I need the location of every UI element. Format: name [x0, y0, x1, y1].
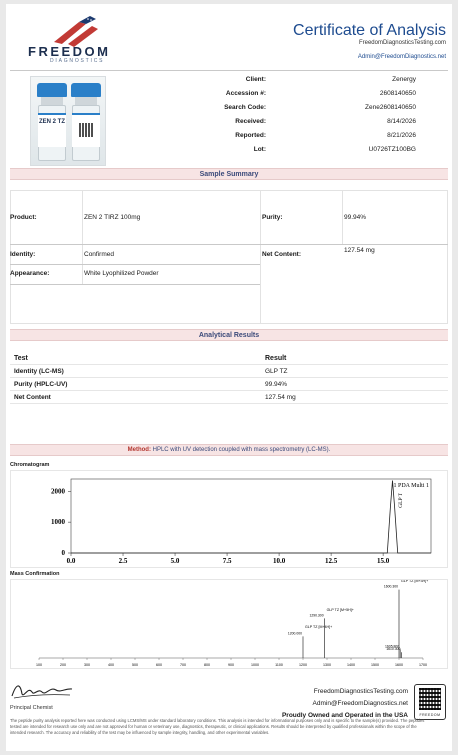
info-row-accession: Accession #: 2608140650 [225, 90, 416, 97]
product-label: Product: [10, 214, 37, 221]
x-tick-label: 12.5 [324, 557, 338, 565]
peak-annotation: GLP TZ [M+5H]+ [326, 607, 354, 612]
sample-summary-header: Sample Summary [10, 168, 448, 180]
x-tick-label: 200 [60, 663, 66, 667]
appearance-label: Appearance: [10, 270, 50, 277]
x-tick-label: 800 [204, 663, 210, 667]
appearance-value: White Lyophilized Powder [84, 270, 159, 277]
header-website[interactable]: FreedomDiagnosticsTesting.com [358, 40, 446, 46]
x-tick-label: 100 [36, 663, 42, 667]
sample-summary-box [10, 190, 448, 324]
table-row: Net Content 127.54 mg [10, 391, 448, 404]
table-row: Purity (HPLC-UV) 99.94% [10, 378, 448, 391]
x-tick-label: 10.0 [272, 557, 286, 565]
info-row-search-code: Search Code: Zene2608140650 [224, 104, 416, 111]
vial-label-text: ZEN 2 TZ [39, 119, 66, 125]
net-content-value: 127.54 mg [344, 247, 375, 254]
product-photo [30, 76, 106, 166]
x-tick-label: 1400 [347, 663, 355, 667]
info-row-client: Client: Zenergy [245, 76, 416, 83]
detector-label: 1 PDA Multi 1 [393, 483, 429, 489]
x-tick-label: 1600 [395, 663, 403, 667]
chromatogram-chart [11, 471, 447, 567]
peak-annotation: GLP TZ [M+4H]+ [305, 625, 333, 630]
x-tick-label: 2.5 [118, 557, 128, 565]
peak-annotation: GLP TZ [M+3H]+ [401, 580, 429, 583]
x-tick-label: 1300 [323, 663, 331, 667]
x-tick-label: 1100 [275, 663, 283, 667]
x-tick-label: 7.5 [222, 557, 232, 565]
method-bar [10, 444, 448, 456]
page-title: Certificate of Analysis [293, 22, 446, 39]
footer-owned-text: Proudly Owned and Operated in the USA [281, 712, 408, 719]
results-header-row: Test Result [10, 352, 448, 365]
qr-code-icon [419, 688, 441, 710]
purity-value: 99.94% [344, 214, 367, 221]
x-tick-label: 1200 [299, 663, 307, 667]
y-tick-label: 0 [61, 549, 65, 557]
x-tick-label: 600 [156, 663, 162, 667]
method-text: HPLC with UV detection coupled with mass spectrometry (LC-MS). [152, 447, 331, 453]
identity-label: Identity: [10, 251, 36, 258]
peak-label: GLP T [397, 493, 404, 508]
x-tick-label: 0.0 [66, 557, 76, 565]
footer-website[interactable]: FreedomDiagnosticsTesting.com [313, 688, 408, 695]
mass-confirmation-label: Mass Confirmation [10, 571, 60, 577]
y-tick-label: 2000 [51, 487, 65, 496]
signature-image [10, 680, 74, 702]
net-content-label: Net Content: [262, 251, 301, 258]
footer-qr-code[interactable] [414, 684, 446, 720]
info-row-received: Received: 8/14/2026 [235, 118, 416, 125]
info-row-lot: Lot: U0726TZ100BG [253, 146, 416, 153]
x-tick-label: 300 [84, 663, 90, 667]
x-tick-label: 5.0 [170, 557, 180, 565]
brand-name: FREEDOM [28, 44, 111, 59]
vial-right [71, 83, 101, 163]
purity-label: Purity: [262, 214, 283, 221]
x-tick-label: 900 [228, 663, 234, 667]
table-row: Identity (LC-MS) GLP TZ [10, 365, 448, 378]
peak-value-label: 1600.300 [383, 584, 398, 589]
identity-value: Confirmed [84, 251, 114, 258]
header-email[interactable]: Admin@FreedomDiagnostics.net [357, 54, 446, 60]
product-value: ZEN 2 TIRZ 100mg [84, 214, 141, 221]
vial-left [37, 83, 67, 163]
chromatogram-label: Chromatogram [10, 462, 50, 468]
qr-caption: FREEDOM [419, 713, 441, 717]
x-tick-label: 700 [180, 663, 186, 667]
info-row-reported: Reported: 8/21/2026 [235, 132, 416, 139]
vial-qr-icon [79, 123, 93, 137]
x-tick-label: 15.0 [377, 557, 390, 565]
x-tick-label: 1700 [419, 663, 427, 667]
chromatogram-box [10, 470, 448, 568]
signer-title: Principal Chemist [10, 705, 53, 711]
chromatogram-trace [71, 481, 431, 553]
brand-subtitle: DIAGNOSTICS [50, 58, 105, 64]
disclaimer-text: The peptide purity analysis reported here was conducted using LCMS/MS under standard laboratory conditions. This analysis is intended for informational purposes only and is specific to the sample(s) provided. The peptides tested are intended for research use only and are not approved for human or veterinary use, diagnostics, therapeutic, or clinical applications. Results should be interpreted by qualified professionals within the scope of the intended research. The accuracy and reliability of the test may be influenced by sample integrity, handling, and other experimental variables. [10, 718, 425, 735]
footer-email[interactable]: Admin@FreedomDiagnostics.net [312, 700, 408, 707]
mass-confirmation-box [10, 579, 448, 669]
peak-value-label: 1290.300 [309, 613, 324, 618]
certificate-page [6, 4, 452, 751]
x-tick-label: 1000 [251, 663, 259, 667]
peak-value-label: 1610.300 [386, 647, 401, 652]
peak-value-label: 1605.800 [385, 644, 400, 649]
analytical-results-header: Analytical Results [10, 329, 448, 341]
method-label: Method: [127, 447, 151, 453]
x-tick-label: 1500 [371, 663, 379, 667]
y-tick-label: 1000 [51, 518, 65, 527]
x-tick-label: 400 [108, 663, 114, 667]
mass-spectrum-chart [11, 580, 447, 668]
peak-value-label: 1200.000 [287, 631, 302, 636]
plot-frame [71, 479, 431, 553]
header-divider [10, 70, 448, 71]
x-tick-label: 500 [132, 663, 138, 667]
